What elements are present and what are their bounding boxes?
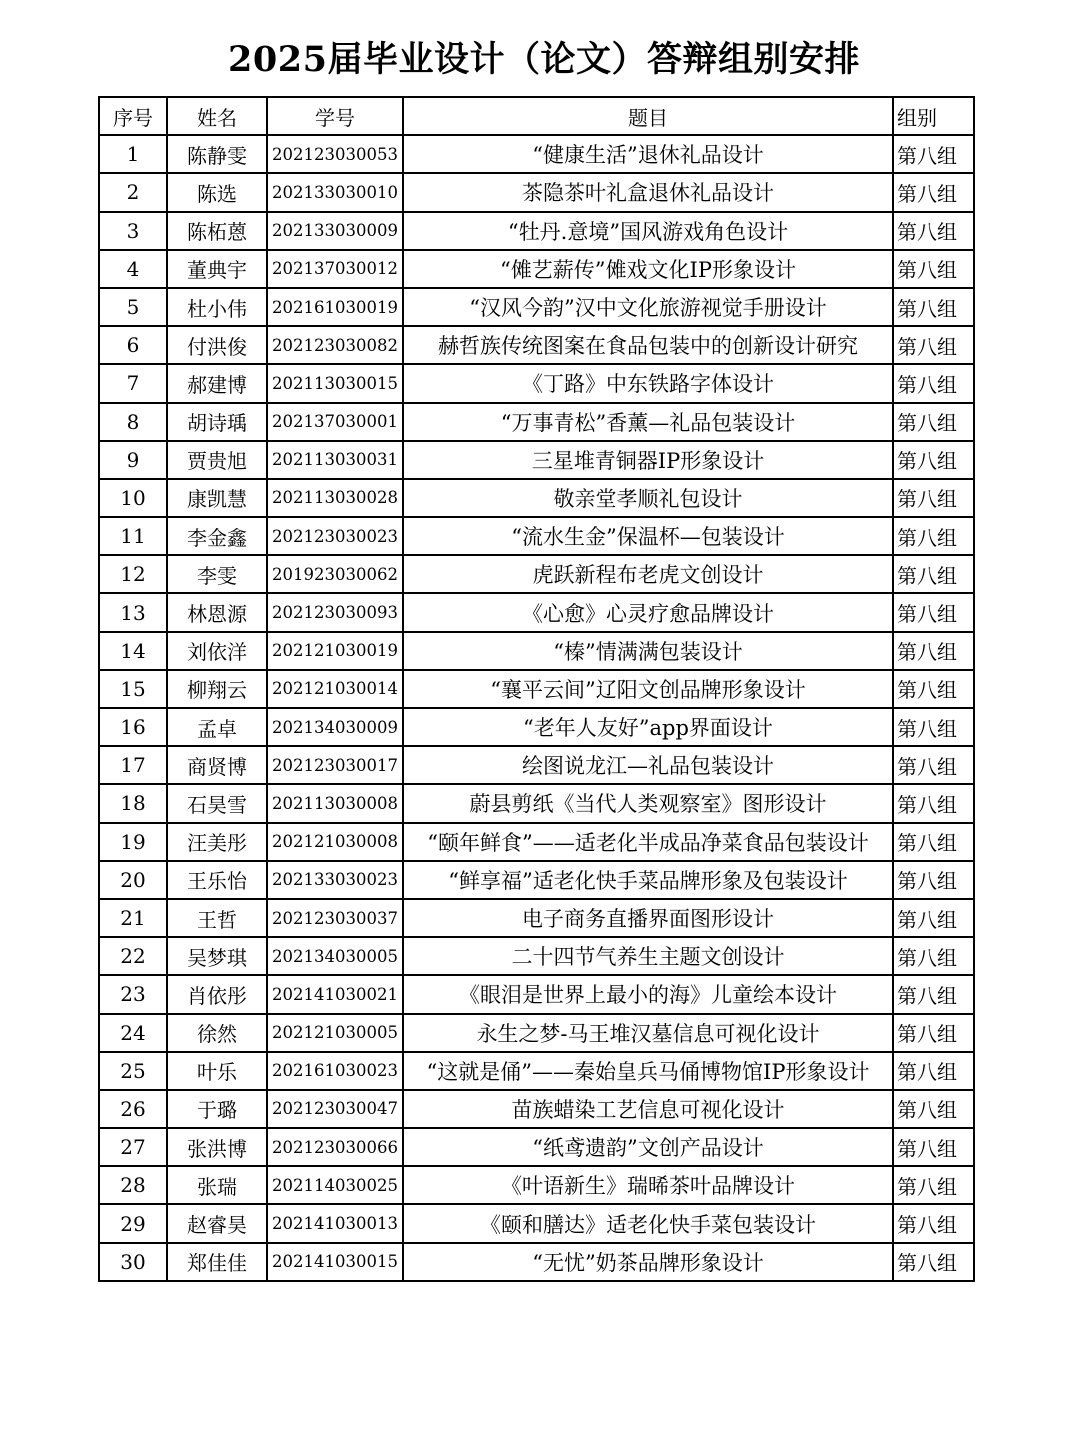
cell-student-id: 202123030082 (267, 326, 403, 364)
cell-group: 第八组 (893, 1166, 974, 1204)
cell-no: 13 (99, 593, 167, 631)
table-row (99, 861, 974, 899)
cell-topic: 绘图说龙江—礼品包装设计 (403, 746, 893, 784)
cell-no: 22 (99, 937, 167, 975)
cell-student-id: 202134030005 (267, 937, 403, 975)
cell-topic: 茶隐茶叶礼盒退休礼品设计 (403, 173, 893, 211)
cell-student-id: 202137030012 (267, 250, 403, 288)
cell-no: 12 (99, 555, 167, 593)
cell-topic: 电子商务直播界面图形设计 (403, 899, 893, 937)
cell-name: 康凯慧 (167, 479, 267, 517)
cell-name: 林恩源 (167, 593, 267, 631)
cell-group: 第八组 (893, 135, 974, 173)
cell-student-id: 202121030008 (267, 823, 403, 861)
cell-name: 郝建博 (167, 364, 267, 402)
cell-no: 20 (99, 861, 167, 899)
cell-topic: “颐年鲜食”——适老化半成品净菜食品包装设计 (403, 823, 893, 861)
table-row (99, 937, 974, 975)
cell-group: 第八组 (893, 250, 974, 288)
cell-no: 26 (99, 1090, 167, 1128)
table-row (99, 441, 974, 479)
cell-name: 陈选 (167, 173, 267, 211)
cell-student-id: 202121030005 (267, 1014, 403, 1052)
cell-topic: 虎跃新程布老虎文创设计 (403, 555, 893, 593)
cell-no: 23 (99, 975, 167, 1013)
table-row (99, 479, 974, 517)
cell-student-id: 202141030021 (267, 975, 403, 1013)
cell-no: 28 (99, 1166, 167, 1204)
cell-name: 张瑞 (167, 1166, 267, 1204)
cell-name: 董典宇 (167, 250, 267, 288)
cell-topic: 《颐和膳达》适老化快手菜包装设计 (403, 1204, 893, 1242)
cell-group: 第八组 (893, 1052, 974, 1090)
cell-topic: “鲜享福”适老化快手菜品牌形象及包装设计 (403, 861, 893, 899)
cell-no: 5 (99, 288, 167, 326)
cell-student-id: 201923030062 (267, 555, 403, 593)
cell-group: 第八组 (893, 593, 974, 631)
table-row (99, 135, 974, 173)
table-row (99, 708, 974, 746)
cell-student-id: 202121030019 (267, 632, 403, 670)
cell-topic: “健康生活”退休礼品设计 (403, 135, 893, 173)
cell-group: 第八组 (893, 1243, 974, 1281)
cell-name: 肖依彤 (167, 975, 267, 1013)
header-no: 序号 (99, 97, 167, 135)
cell-no: 3 (99, 212, 167, 250)
cell-name: 郑佳佳 (167, 1243, 267, 1281)
table-row (99, 632, 974, 670)
cell-student-id: 202137030001 (267, 403, 403, 441)
cell-group: 第八组 (893, 479, 974, 517)
table-row (99, 593, 974, 631)
cell-group: 第八组 (893, 937, 974, 975)
table-row (99, 555, 974, 593)
header-topic: 题目 (403, 97, 893, 135)
cell-no: 1 (99, 135, 167, 173)
cell-no: 17 (99, 746, 167, 784)
cell-group: 第八组 (893, 1204, 974, 1242)
cell-group: 第八组 (893, 441, 974, 479)
cell-student-id: 202134030009 (267, 708, 403, 746)
cell-topic: “老年人友好”app界面设计 (403, 708, 893, 746)
cell-student-id: 202133030010 (267, 173, 403, 211)
cell-name: 汪美彤 (167, 823, 267, 861)
cell-no: 2 (99, 173, 167, 211)
cell-name: 陈静雯 (167, 135, 267, 173)
cell-topic: “万事青松”香薰—礼品包装设计 (403, 403, 893, 441)
cell-no: 21 (99, 899, 167, 937)
table-row (99, 899, 974, 937)
cell-topic: 《眼泪是世界上最小的海》儿童绘本设计 (403, 975, 893, 1013)
cell-group: 第八组 (893, 975, 974, 1013)
cell-group: 第八组 (893, 403, 974, 441)
cell-no: 24 (99, 1014, 167, 1052)
cell-no: 10 (99, 479, 167, 517)
cell-topic: “汉风今韵”汉中文化旅游视觉手册设计 (403, 288, 893, 326)
cell-student-id: 202123030093 (267, 593, 403, 631)
cell-student-id: 202161030019 (267, 288, 403, 326)
cell-no: 25 (99, 1052, 167, 1090)
cell-student-id: 202114030025 (267, 1166, 403, 1204)
cell-group: 第八组 (893, 173, 974, 211)
cell-name: 刘依洋 (167, 632, 267, 670)
cell-group: 第八组 (893, 708, 974, 746)
cell-name: 柳翔云 (167, 670, 267, 708)
cell-student-id: 202123030066 (267, 1128, 403, 1166)
cell-student-id: 202113030015 (267, 364, 403, 402)
cell-name: 徐然 (167, 1014, 267, 1052)
cell-name: 付洪俊 (167, 326, 267, 364)
table-row (99, 784, 974, 822)
cell-topic: 《心愈》心灵疗愈品牌设计 (403, 593, 893, 631)
cell-student-id: 202113030008 (267, 784, 403, 822)
cell-student-id: 202123030047 (267, 1090, 403, 1128)
cell-no: 14 (99, 632, 167, 670)
cell-student-id: 202133030009 (267, 212, 403, 250)
table-row (99, 288, 974, 326)
cell-topic: 苗族蜡染工艺信息可视化设计 (403, 1090, 893, 1128)
cell-student-id: 202121030014 (267, 670, 403, 708)
cell-student-id: 202141030013 (267, 1204, 403, 1242)
cell-group: 第八组 (893, 555, 974, 593)
cell-name: 杜小伟 (167, 288, 267, 326)
table-row (99, 1204, 974, 1242)
cell-name: 胡诗瑀 (167, 403, 267, 441)
cell-name: 张洪博 (167, 1128, 267, 1166)
cell-group: 第八组 (893, 212, 974, 250)
cell-group: 第八组 (893, 784, 974, 822)
table-row (99, 364, 974, 402)
cell-topic: 敬亲堂孝顺礼包设计 (403, 479, 893, 517)
cell-group: 第八组 (893, 517, 974, 555)
table-row (99, 517, 974, 555)
table-row (99, 1243, 974, 1281)
cell-topic: 赫哲族传统图案在食品包装中的创新设计研究 (403, 326, 893, 364)
cell-no: 18 (99, 784, 167, 822)
table-row (99, 1014, 974, 1052)
cell-name: 李雯 (167, 555, 267, 593)
cell-group: 第八组 (893, 326, 974, 364)
cell-group: 第八组 (893, 1128, 974, 1166)
cell-topic: “流水生金”保温杯—包装设计 (403, 517, 893, 555)
cell-name: 商贤博 (167, 746, 267, 784)
cell-topic: “傩艺薪传”傩戏文化IP形象设计 (403, 250, 893, 288)
cell-student-id: 202113030028 (267, 479, 403, 517)
table-row (99, 975, 974, 1013)
cell-name: 吴梦琪 (167, 937, 267, 975)
cell-topic: “纸鸢遗韵”文创产品设计 (403, 1128, 893, 1166)
cell-group: 第八组 (893, 746, 974, 784)
cell-group: 第八组 (893, 632, 974, 670)
cell-no: 16 (99, 708, 167, 746)
cell-topic: “牡丹.意境”国风游戏角色设计 (403, 212, 893, 250)
cell-topic: 永生之梦-马王堆汉墓信息可视化设计 (403, 1014, 893, 1052)
cell-name: 王乐怡 (167, 861, 267, 899)
page-title: 2025届毕业设计（论文）答辩组别安排 (228, 39, 860, 80)
table-row (99, 403, 974, 441)
cell-student-id: 202123030023 (267, 517, 403, 555)
cell-no: 8 (99, 403, 167, 441)
cell-name: 孟卓 (167, 708, 267, 746)
cell-topic: “这就是俑”——秦始皇兵马俑博物馆IP形象设计 (403, 1052, 893, 1090)
cell-no: 29 (99, 1204, 167, 1242)
cell-student-id: 202123030037 (267, 899, 403, 937)
cell-student-id: 202133030023 (267, 861, 403, 899)
cell-group: 第八组 (893, 861, 974, 899)
schedule-table (98, 96, 975, 1282)
cell-name: 陈柘蒽 (167, 212, 267, 250)
table-row (99, 326, 974, 364)
cell-name: 于璐 (167, 1090, 267, 1128)
table-row (99, 212, 974, 250)
cell-no: 7 (99, 364, 167, 402)
table-row (99, 1090, 974, 1128)
cell-student-id: 202113030031 (267, 441, 403, 479)
header-name: 姓名 (167, 97, 267, 135)
cell-no: 4 (99, 250, 167, 288)
cell-group: 第八组 (893, 364, 974, 402)
cell-group: 第八组 (893, 899, 974, 937)
cell-topic: 《丁路》中东铁路字体设计 (403, 364, 893, 402)
cell-student-id: 202141030015 (267, 1243, 403, 1281)
cell-no: 6 (99, 326, 167, 364)
header-group: 组别 (893, 97, 974, 135)
cell-name: 王哲 (167, 899, 267, 937)
cell-name: 李金鑫 (167, 517, 267, 555)
table-row (99, 823, 974, 861)
cell-group: 第八组 (893, 1014, 974, 1052)
cell-group: 第八组 (893, 288, 974, 326)
cell-no: 15 (99, 670, 167, 708)
table-row (99, 670, 974, 708)
cell-name: 叶乐 (167, 1052, 267, 1090)
cell-topic: “无忧”奶茶品牌形象设计 (403, 1243, 893, 1281)
cell-no: 19 (99, 823, 167, 861)
table-row (99, 173, 974, 211)
table-row (99, 1052, 974, 1090)
cell-group: 第八组 (893, 1090, 974, 1128)
cell-topic: “榛”情满满包装设计 (403, 632, 893, 670)
cell-no: 27 (99, 1128, 167, 1166)
cell-topic: “襄平云间”辽阳文创品牌形象设计 (403, 670, 893, 708)
cell-name: 赵睿昊 (167, 1204, 267, 1242)
table-body (99, 135, 974, 1281)
header-row (99, 97, 974, 135)
cell-topic: 《叶语新生》瑞晞茶叶品牌设计 (403, 1166, 893, 1204)
cell-name: 贾贵旭 (167, 441, 267, 479)
cell-topic: 三星堆青铜器IP形象设计 (403, 441, 893, 479)
cell-group: 第八组 (893, 823, 974, 861)
cell-name: 石昊雪 (167, 784, 267, 822)
table-row (99, 746, 974, 784)
cell-no: 11 (99, 517, 167, 555)
cell-student-id: 202123030017 (267, 746, 403, 784)
header-student-id: 学号 (267, 97, 403, 135)
cell-no: 9 (99, 441, 167, 479)
cell-student-id: 202123030053 (267, 135, 403, 173)
cell-student-id: 202161030023 (267, 1052, 403, 1090)
table-row (99, 250, 974, 288)
cell-no: 30 (99, 1243, 167, 1281)
cell-topic: 二十四节气养生主题文创设计 (403, 937, 893, 975)
table-row (99, 1166, 974, 1204)
cell-group: 第八组 (893, 670, 974, 708)
table-row (99, 1128, 974, 1166)
cell-topic: 蔚县剪纸《当代人类观察室》图形设计 (403, 784, 893, 822)
